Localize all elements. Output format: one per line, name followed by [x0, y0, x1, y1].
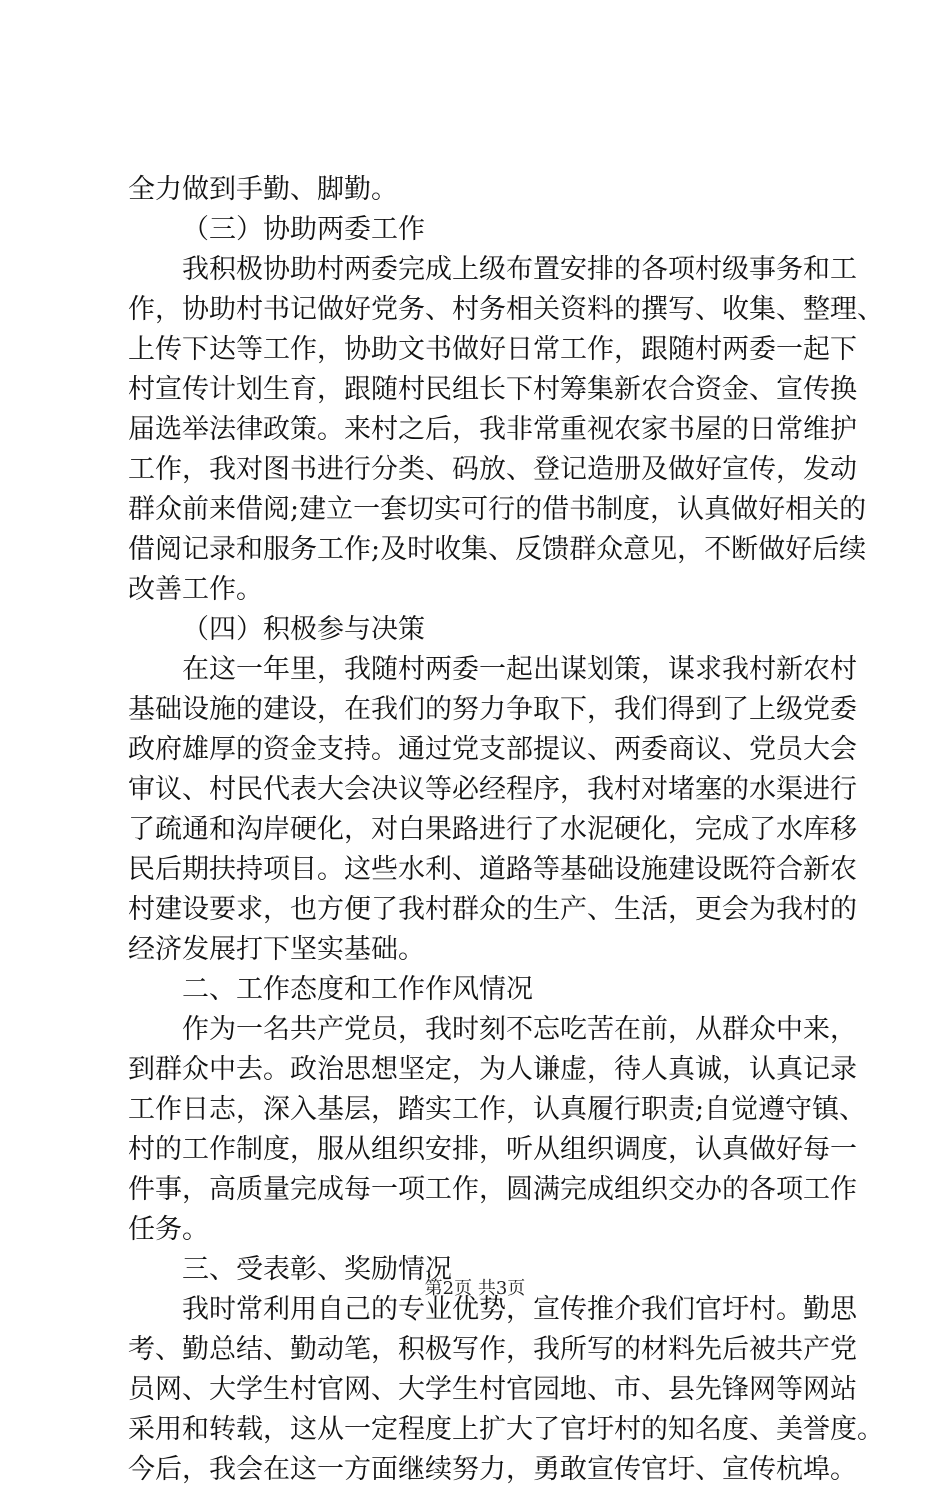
paragraph-line: 任务。 — [128, 1214, 209, 1245]
paragraph-line: 作，协助村书记做好党务、村务相关资料的撰写、收集、整理、 — [128, 294, 884, 325]
paragraph-line: 在这一年里，我随村两委一起出谋划策，谋求我村新农村 — [182, 654, 857, 685]
paragraph-line: 今后，我会在这一方面继续努力，勇敢宣传官圩、宣传杭埠。 — [128, 1454, 857, 1485]
section-heading: 二、工作态度和工作作风情况 — [182, 974, 533, 1005]
section-heading: 三、受表彰、奖励情况 — [182, 1254, 452, 1285]
paragraph-line: 村的工作制度，服从组织安排，听从组织调度，认真做好每一 — [128, 1134, 857, 1165]
paragraph-line: 审议、村民代表大会决议等必经程序，我村对堵塞的水渠进行 — [128, 774, 857, 805]
paragraph-line: 工作日志，深入基层，踏实工作，认真履行职责;自觉遵守镇、 — [128, 1094, 867, 1125]
paragraph-line: 改善工作。 — [128, 574, 263, 605]
paragraph-line: 政府雄厚的资金支持。通过党支部提议、两委商议、党员大会 — [128, 734, 857, 765]
paragraph-line: 作为一名共产党员，我时刻不忘吃苦在前，从群众中来， — [182, 1014, 857, 1045]
paragraph-line: 村宣传计划生育，跟随村民组长下村筹集新农合资金、宣传换 — [128, 374, 857, 405]
paragraph-line: 采用和转载，这从一定程度上扩大了官圩村的知名度、美誉度。 — [128, 1414, 884, 1445]
paragraph-line: 工作，我对图书进行分类、码放、登记造册及做好宣传，发动 — [128, 454, 857, 485]
paragraph-line: 了疏通和沟岸硬化，对白果路进行了水泥硬化，完成了水库移 — [128, 814, 857, 845]
page-number-footer: 第2页 共3页 — [424, 1278, 526, 1299]
paragraph-line: 经济发展打下坚实基础。 — [128, 934, 425, 965]
paragraph-line: 上传下达等工作，协助文书做好日常工作，跟随村两委一起下 — [128, 334, 857, 365]
paragraph-line: 基础设施的建设，在我们的努力争取下，我们得到了上级党委 — [128, 694, 857, 725]
paragraph-line: 我时常利用自己的专业优势，宣传推介我们官圩村。勤思 — [182, 1294, 857, 1325]
paragraph-line: 全力做到手勤、脚勤。 — [128, 174, 398, 205]
paragraph-line: 村建设要求，也方便了我村群众的生产、生活，更会为我村的 — [128, 894, 857, 925]
paragraph-line: 届选举法律政策。来村之后，我非常重视农家书屋的日常维护 — [128, 414, 857, 445]
paragraph-line: 群众前来借阅;建立一套切实可行的借书制度，认真做好相关的 — [128, 494, 867, 525]
paragraph-line: 员网、大学生村官网、大学生村官园地、市、县先锋网等网站 — [128, 1374, 857, 1405]
paragraph-line: 借阅记录和服务工作;及时收集、反馈群众意见，不断做好后续 — [128, 534, 867, 565]
section-heading: （三）协助两委工作 — [182, 214, 425, 245]
paragraph-line: 考、勤总结、勤动笔，积极写作，我所写的材料先后被共产党 — [128, 1334, 857, 1365]
paragraph-line: 我积极协助村两委完成上级布置安排的各项村级事务和工 — [182, 254, 857, 285]
section-heading: （四）积极参与决策 — [182, 614, 425, 645]
paragraph-line: 民后期扶持项目。这些水利、道路等基础设施建设既符合新农 — [128, 854, 857, 885]
paragraph-line: 到群众中去。政治思想坚定，为人谦虚，待人真诚，认真记录 — [128, 1054, 857, 1085]
paragraph-line: 件事，高质量完成每一项工作，圆满完成组织交办的各项工作 — [128, 1174, 857, 1205]
